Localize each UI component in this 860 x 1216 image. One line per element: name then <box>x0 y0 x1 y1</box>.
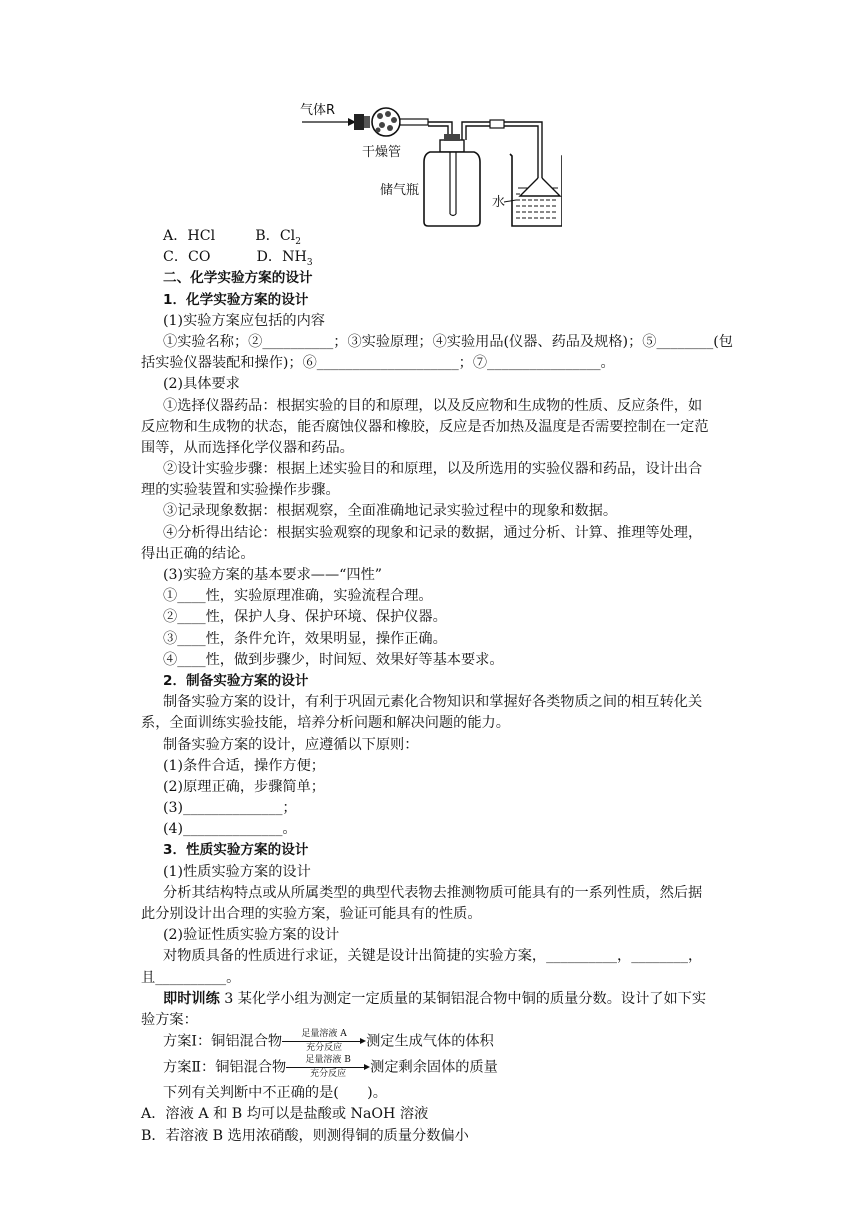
s2-rule-2: (2)原理正确，步骤简单； <box>163 778 325 795</box>
practice-line-1 <box>163 989 707 1010</box>
practice-text: 3 某化学小组为测定一定质量的某铜铝混合物中铜的质量分数。设计了如下实 <box>219 990 707 1007</box>
s1-p3-4: ④____性，做到步骤少，时间短、效果好等基本要求。 <box>163 651 504 668</box>
plan-2: 方案Ⅱ：铜铝混合物 足量溶液 B 充分反应 测定剩余固体的质量 <box>163 1055 498 1080</box>
s1-p2-d1: ④分析得出结论：根据实验观察的现象和记录的数据，通过分析、计算、推理等处理， <box>163 524 703 541</box>
document-text <box>141 226 733 1147</box>
s1-p2-b2: 理的实验装置和实验操作步骤。 <box>141 482 340 499</box>
s1-p3-2: ②____性，保护人身、保护环境、保护仪器。 <box>163 609 447 626</box>
subsection-3-title: 3．性质实验方案的设计 <box>163 842 309 859</box>
options-row-1 <box>163 226 703 247</box>
option-c: C．CO <box>163 249 211 266</box>
options-row-2 <box>163 247 703 268</box>
option-b: B．$Cl_2$ <box>255 228 301 247</box>
s1-p3-3: ③____性，条件允许，效果明显，操作正确。 <box>163 630 447 647</box>
s2-p2: 制备实验方案的设计，应遵循以下原则： <box>163 736 419 753</box>
s3-p2a: 对物质具备的性质进行求证，关键是设计出简捷的实验方案，__________，________， <box>163 948 703 965</box>
s1-p2-a3: 围等，从而选择化学仪器和药品。 <box>141 439 354 456</box>
reaction-arrow-1: 足量溶液 A 充分反应 <box>282 1031 366 1052</box>
drying-tube <box>372 108 428 136</box>
practice-label: 即时训练 <box>163 990 220 1007</box>
s2-rule-4: (4)______________。 <box>163 821 297 838</box>
subsection-2-title: 2．制备实验方案的设计 <box>163 672 309 689</box>
apparatus-figure <box>300 96 562 232</box>
answer-option-b: B．若溶液 B 选用浓硝酸，则测得铜的质量分数偏小 <box>141 1127 469 1144</box>
option-d: D．$NH_3$ <box>256 249 313 269</box>
s1-p3-1: ①____性，实验原理准确，实验流程合理。 <box>163 588 433 605</box>
s3-p2-title: (2)验证性质实验方案的设计 <box>163 927 340 944</box>
reaction-arrow-2: 足量溶液 B 充分反应 <box>286 1057 370 1078</box>
gas-bottle-label: 储气瓶 <box>380 183 420 198</box>
s1-p2-title: (2)具体要求 <box>163 376 240 393</box>
s1-p3-title: (3)实验方案的基本要求——“四性” <box>163 567 383 583</box>
option-a: A．HCl <box>163 228 216 244</box>
s3-p1b: 此分别设计出合理的实验方案，验证可能具有的性质。 <box>141 906 482 922</box>
gas-r-label: 气体R <box>300 103 336 118</box>
answer-option-a: A．溶液 A 和 B 均可以是盐酸或 NaOH 溶液 <box>141 1106 429 1123</box>
s3-p1-title: (1)性质实验方案的设计 <box>163 863 311 880</box>
s1-p1-title: (1)实验方案应包括的内容 <box>163 312 325 329</box>
s1-p2-a2: 反应物和生成物的状态，能否腐蚀仪器和橡胶，反应是否加热及温度是否需要控制在一定范 <box>141 418 709 435</box>
s2-p1b: 系，全面训练实验技能，培养分析问题和解决问题的能力。 <box>141 715 510 732</box>
practice-line-2: 验方案： <box>141 1011 198 1028</box>
beaker <box>510 154 562 226</box>
s1-p1-line1: ①实验名称；②__________；③实验原理；④实验用品(仪器、药品及规格)；⑤________(包 <box>163 333 733 350</box>
s1-p2-d2: 得出正确的结论。 <box>141 545 255 562</box>
water-label: 水 <box>492 195 506 210</box>
drying-tube-label: 干燥管 <box>362 145 402 160</box>
s1-p2-c: ③记录现象数据：根据观察，全面准确地记录实验过程中的现象和数据。 <box>163 503 618 520</box>
section-heading: 二、化学实验方案的设计 <box>163 270 313 287</box>
s1-p2-b1: ②设计实验步骤：根据上述实验目的和原理，以及所选用的实验仪器和药品，设计出合 <box>163 461 703 478</box>
s2-rule-1: (1)条件合适，操作方便； <box>163 757 325 774</box>
s1-p1-line2: 括实验仪器装配和操作)；⑥____________________；⑦________________。 <box>141 355 615 372</box>
subsection-1-title: 1．化学实验方案的设计 <box>163 291 309 308</box>
s3-p2b: 且__________。 <box>141 969 241 986</box>
s2-rule-3: (3)______________； <box>163 800 297 817</box>
s3-p1a: 分析其结构特点或从所属类型的典型代表物去推测物质可能具有的一系列性质，然后据 <box>163 884 703 901</box>
gas-storage-bottle <box>424 134 480 226</box>
plan-1: 方案Ⅰ：铜铝混合物 足量溶液 A 充分反应 测定生成气体的体积 <box>163 1029 494 1054</box>
s1-p2-a1: ①选择仪器药品：根据实验的目的和原理，以及反应物和生成物的性质、反应条件，如 <box>163 397 703 414</box>
s2-p1a: 制备实验方案的设计，有利于巩固元素化合物知识和掌握好各类物质之间的相互转化关 <box>163 694 703 711</box>
question-stem: 下列有关判断中不正确的是( )。 <box>163 1085 387 1102</box>
